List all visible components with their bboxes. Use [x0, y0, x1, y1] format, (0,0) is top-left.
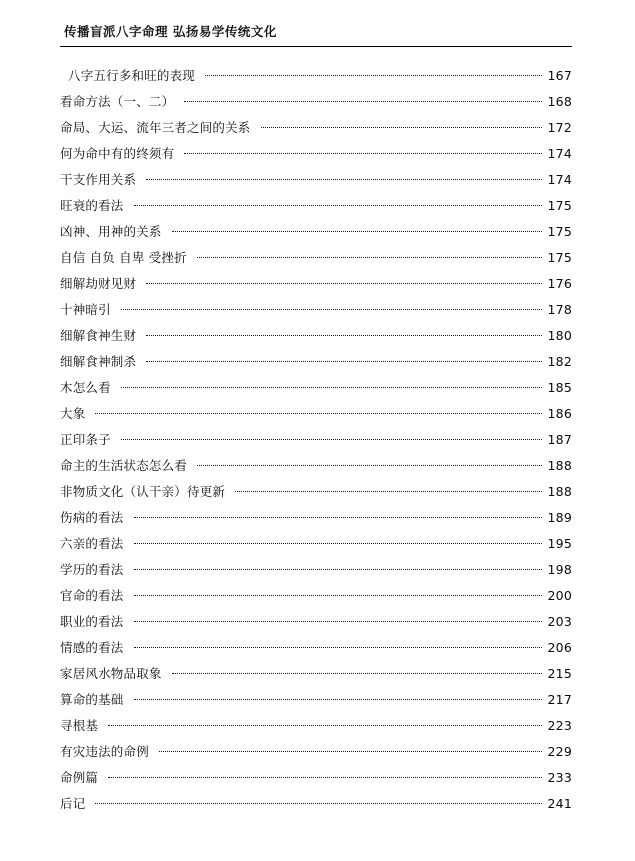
toc-entry-page-number: 203	[547, 614, 572, 629]
toc-entry-title: 非物质文化（认干亲）待更新	[60, 484, 226, 499]
toc-entry-page-number: 188	[547, 458, 572, 473]
toc-leader-dots	[146, 354, 542, 366]
toc-entry[interactable]	[60, 300, 572, 326]
toc-entry[interactable]	[60, 92, 572, 118]
toc-leader-dots	[134, 198, 542, 210]
toc-entry-page-number: 188	[547, 484, 572, 499]
toc-entry-page-number: 187	[547, 432, 572, 447]
toc-entry-page-number: 217	[547, 692, 572, 707]
toc-entry[interactable]	[60, 482, 572, 508]
toc-entry[interactable]	[60, 456, 572, 482]
toc-entry-title: 后记	[60, 796, 86, 811]
toc-leader-dots	[121, 302, 542, 314]
toc-entry-page-number: 185	[547, 380, 572, 395]
toc-entry-title: 大象	[60, 406, 86, 421]
toc-entry-page-number: 175	[547, 224, 572, 239]
toc-leader-dots	[159, 744, 542, 756]
toc-entry-page-number: 229	[547, 744, 572, 759]
toc-entry-page-number: 178	[547, 302, 572, 317]
toc-leader-dots	[146, 328, 542, 340]
toc-entry-page-number: 198	[547, 562, 572, 577]
toc-leader-dots	[134, 640, 542, 652]
toc-entry[interactable]	[60, 664, 572, 690]
toc-leader-dots	[95, 796, 542, 808]
toc-entry-title: 职业的看法	[60, 614, 124, 629]
toc-entry-page-number: 175	[547, 250, 572, 265]
toc-leader-dots	[184, 94, 542, 106]
toc-entry-page-number: 200	[547, 588, 572, 603]
toc-entry-title: 细解食神制杀	[60, 354, 137, 369]
toc-entry[interactable]	[60, 66, 572, 92]
toc-entry[interactable]	[60, 248, 572, 274]
toc-entry-title: 干支作用关系	[60, 172, 137, 187]
toc-leader-dots	[108, 718, 542, 730]
toc-leader-dots	[146, 172, 542, 184]
toc-entry-page-number: 167	[547, 68, 572, 83]
toc-entry[interactable]	[60, 768, 572, 794]
toc-entry[interactable]	[60, 170, 572, 196]
toc-leader-dots	[121, 432, 542, 444]
toc-entry[interactable]	[60, 404, 572, 430]
toc-leader-dots	[184, 146, 542, 158]
table-of-contents	[60, 66, 572, 820]
toc-leader-dots	[197, 250, 542, 262]
toc-entry-page-number: 223	[547, 718, 572, 733]
toc-entry-title: 八字五行多和旺的表现	[68, 68, 196, 83]
toc-leader-dots	[121, 380, 542, 392]
toc-leader-dots	[108, 770, 542, 782]
toc-entry-page-number: 176	[547, 276, 572, 291]
toc-leader-dots	[261, 120, 542, 132]
toc-entry-title: 家居风水物品取象	[60, 666, 162, 681]
toc-entry-title: 算命的基础	[60, 692, 124, 707]
toc-entry-title: 正印条子	[60, 432, 111, 447]
toc-entry[interactable]	[60, 586, 572, 612]
toc-entry-page-number: 233	[547, 770, 572, 785]
toc-leader-dots	[205, 68, 542, 80]
toc-entry-title: 细解劫财见财	[60, 276, 137, 291]
toc-entry-title: 命例篇	[60, 770, 99, 785]
toc-entry-title: 伤病的看法	[60, 510, 124, 525]
toc-entry[interactable]	[60, 196, 572, 222]
toc-entry[interactable]	[60, 742, 572, 768]
toc-leader-dots	[172, 224, 542, 236]
toc-entry-page-number: 182	[547, 354, 572, 369]
toc-entry-title: 学历的看法	[60, 562, 124, 577]
toc-entry-title: 有灾违法的命例	[60, 744, 149, 759]
toc-entry-title: 命主的生活状态怎么看	[60, 458, 188, 473]
toc-entry-page-number: 206	[547, 640, 572, 655]
toc-entry-page-number: 241	[547, 796, 572, 811]
toc-entry[interactable]	[60, 794, 572, 820]
toc-entry-page-number: 215	[547, 666, 572, 681]
toc-leader-dots	[134, 510, 542, 522]
toc-entry-page-number: 174	[547, 172, 572, 187]
toc-leader-dots	[134, 588, 542, 600]
toc-leader-dots	[134, 562, 542, 574]
toc-entry-title: 寻根基	[60, 718, 99, 733]
toc-entry-title: 六亲的看法	[60, 536, 124, 551]
toc-leader-dots	[95, 406, 542, 418]
toc-entry[interactable]	[60, 326, 572, 352]
page-header-title: 传播盲派八字命理 弘扬易学传统文化	[64, 24, 277, 39]
toc-entry-title: 看命方法（一、二）	[60, 94, 175, 109]
toc-entry[interactable]	[60, 378, 572, 404]
toc-entry-page-number: 174	[547, 146, 572, 161]
toc-entry-page-number: 186	[547, 406, 572, 421]
toc-entry[interactable]	[60, 638, 572, 664]
toc-entry-page-number: 172	[547, 120, 572, 135]
toc-entry[interactable]	[60, 612, 572, 638]
toc-entry-page-number: 189	[547, 510, 572, 525]
toc-leader-dots	[197, 458, 542, 470]
toc-entry-title: 凶神、用神的关系	[60, 224, 162, 239]
toc-entry-title: 木怎么看	[60, 380, 111, 395]
toc-entry[interactable]	[60, 508, 572, 534]
toc-entry-page-number: 195	[547, 536, 572, 551]
toc-entry[interactable]	[60, 430, 572, 456]
toc-entry-title: 情感的看法	[60, 640, 124, 655]
toc-entry-page-number: 168	[547, 94, 572, 109]
toc-entry-title: 旺衰的看法	[60, 198, 124, 213]
toc-entry-page-number: 180	[547, 328, 572, 343]
toc-entry-title: 官命的看法	[60, 588, 124, 603]
toc-leader-dots	[235, 484, 542, 496]
toc-entry-title: 十神暗引	[60, 302, 111, 317]
toc-entry[interactable]	[60, 560, 572, 586]
toc-entry[interactable]	[60, 716, 572, 742]
toc-entry-page-number: 175	[547, 198, 572, 213]
toc-entry-title: 细解食神生财	[60, 328, 137, 343]
toc-leader-dots	[146, 276, 542, 288]
toc-entry-title: 自信 自负 自卑 受挫折	[60, 250, 187, 265]
toc-entry[interactable]	[60, 690, 572, 716]
toc-leader-dots	[134, 536, 542, 548]
toc-entry[interactable]	[60, 118, 572, 144]
toc-entry-title: 命局、大运、流年三者之间的关系	[60, 120, 251, 135]
toc-entry[interactable]	[60, 534, 572, 560]
toc-leader-dots	[134, 614, 542, 626]
toc-entry[interactable]	[60, 352, 572, 378]
toc-entry[interactable]	[60, 222, 572, 248]
toc-entry-title: 何为命中有的终须有	[60, 146, 175, 161]
toc-entry[interactable]	[60, 144, 572, 170]
toc-leader-dots	[134, 692, 542, 704]
header-divider	[60, 46, 572, 47]
toc-leader-dots	[172, 666, 542, 678]
toc-entry[interactable]	[60, 274, 572, 300]
